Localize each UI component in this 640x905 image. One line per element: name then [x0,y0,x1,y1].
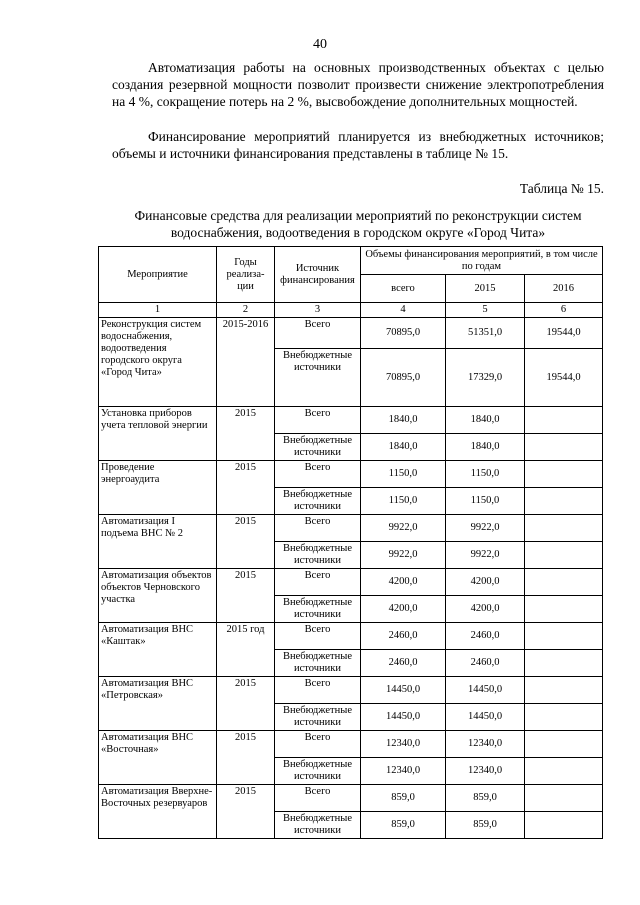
column-number: 5 [446,303,525,318]
funding-source: Всего [275,569,361,596]
amount-2016 [525,731,603,758]
funding-source: Внебюджетные источники [275,650,361,677]
funding-source: Всего [275,785,361,812]
measure-years: 2015-2016 [217,318,275,407]
amount-2015: 14450,0 [446,677,525,704]
measure-years: 2015 [217,515,275,569]
amount-2016 [525,677,603,704]
funding-source: Внебюджетные источники [275,596,361,623]
amount-total: 9922,0 [361,515,446,542]
measure-name: Автоматизация ВНС «Каштак» [99,623,217,677]
funding-source: Всего [275,623,361,650]
amount-2016 [525,596,603,623]
header-source: Источник финансирования [275,247,361,303]
amount-total: 14450,0 [361,677,446,704]
amount-total: 1840,0 [361,407,446,434]
measure-name: Автоматизация Вверхне-Восточных резервуаров [99,785,217,839]
measure-years: 2015 [217,785,275,839]
amount-total: 859,0 [361,812,446,839]
measure-years: 2015 [217,407,275,461]
measure-name: Реконструкция систем водоснабжения, водоотведения городского округа «Город Чита» [99,318,217,407]
table-body [99,318,603,839]
column-number: 1 [99,303,217,318]
funding-source: Всего [275,461,361,488]
header-2015: 2015 [446,275,525,303]
header-measure: Мероприятие [99,247,217,303]
amount-2015: 9922,0 [446,542,525,569]
table-row [99,407,603,434]
amount-2015: 2460,0 [446,650,525,677]
amount-2015: 4200,0 [446,569,525,596]
funding-source: Всего [275,318,361,349]
amount-2016 [525,623,603,650]
column-number-row [99,303,603,318]
measure-years: 2015 [217,569,275,623]
paragraph-automation: Автоматизация работы на основных производственных объектах с целью создания резервной мощности позволит произвести снижение электропотребления на 4 %, сокращение потерь на 2 %, высвобождение дополнительных мощностей. [112,60,604,109]
amount-total: 1150,0 [361,488,446,515]
amount-total: 9922,0 [361,542,446,569]
funding-source: Внебюджетные источники [275,434,361,461]
amount-total: 4200,0 [361,596,446,623]
table-label: Таблица № 15. [519,181,604,196]
amount-total: 70895,0 [361,349,446,407]
amount-2015: 4200,0 [446,596,525,623]
funding-source: Всего [275,407,361,434]
measure-years: 2015 [217,731,275,785]
measure-name: Установка приборов учета тепловой энергии [99,407,217,461]
funding-source: Внебюджетные источники [275,812,361,839]
table-row [99,569,603,596]
amount-2015: 12340,0 [446,731,525,758]
table-title: Финансовые средства для реализации мероприятий по реконструкции систем водоснабжения, водоотведения в городском округе «Город Чита» [134,208,582,240]
measure-name: Автоматизация I подъема ВНС № 2 [99,515,217,569]
measure-name: Автоматизация объектов объектов Черновского участка [99,569,217,623]
amount-2015: 859,0 [446,785,525,812]
funding-source: Внебюджетные источники [275,704,361,731]
table-row [99,785,603,812]
measure-years: 2015 [217,677,275,731]
table-row [99,623,603,650]
column-number: 6 [525,303,603,318]
amount-2015: 2460,0 [446,623,525,650]
financing-table [98,246,603,839]
table-row [99,461,603,488]
measure-name: Автоматизация ВНС «Петровская» [99,677,217,731]
amount-2015: 1840,0 [446,407,525,434]
amount-total: 1150,0 [361,461,446,488]
amount-2016 [525,569,603,596]
amount-2015: 14450,0 [446,704,525,731]
measure-years: 2015 [217,461,275,515]
amount-2015: 1840,0 [446,434,525,461]
amount-2015: 17329,0 [446,349,525,407]
amount-2016 [525,542,603,569]
table-row [99,731,603,758]
table-row [99,318,603,349]
amount-2015: 51351,0 [446,318,525,349]
header-total: всего [361,275,446,303]
amount-total: 2460,0 [361,650,446,677]
amount-total: 70895,0 [361,318,446,349]
table-row [99,515,603,542]
amount-total: 859,0 [361,785,446,812]
amount-2016 [525,461,603,488]
header-2016: 2016 [525,275,603,303]
page-number: 40 [313,37,327,52]
amount-total: 12340,0 [361,731,446,758]
funding-source: Внебюджетные источники [275,349,361,407]
amount-2016 [525,758,603,785]
amount-total: 4200,0 [361,569,446,596]
amount-2016 [525,650,603,677]
header-volume: Объемы финансирования мероприятий, в том числе по годам [361,247,603,275]
amount-2016 [525,488,603,515]
amount-2016 [525,812,603,839]
amount-2016 [525,785,603,812]
header-years: Годы реализа-ции [217,247,275,303]
amount-2016 [525,515,603,542]
funding-source: Всего [275,677,361,704]
column-number: 2 [217,303,275,318]
amount-2016 [525,434,603,461]
funding-source: Внебюджетные источники [275,542,361,569]
measure-name: Автоматизация ВНС «Восточная» [99,731,217,785]
column-number: 4 [361,303,446,318]
amount-2015: 859,0 [446,812,525,839]
measure-name: Проведение энергоаудита [99,461,217,515]
funding-source: Внебюджетные источники [275,758,361,785]
amount-2016: 19544,0 [525,318,603,349]
amount-2015: 9922,0 [446,515,525,542]
amount-2016: 19544,0 [525,349,603,407]
measure-years: 2015 год [217,623,275,677]
table-row [99,677,603,704]
amount-2015: 1150,0 [446,488,525,515]
amount-2015: 12340,0 [446,758,525,785]
amount-total: 2460,0 [361,623,446,650]
paragraph-financing: Финансирование мероприятий планируется из внебюджетных источников; объемы и источники финансирования представлены в таблице № 15. [112,129,604,161]
amount-2016 [525,704,603,731]
amount-total: 14450,0 [361,704,446,731]
funding-source: Всего [275,515,361,542]
column-number: 3 [275,303,361,318]
amount-2015: 1150,0 [446,461,525,488]
amount-2016 [525,407,603,434]
amount-total: 1840,0 [361,434,446,461]
funding-source: Всего [275,731,361,758]
amount-total: 12340,0 [361,758,446,785]
funding-source: Внебюджетные источники [275,488,361,515]
